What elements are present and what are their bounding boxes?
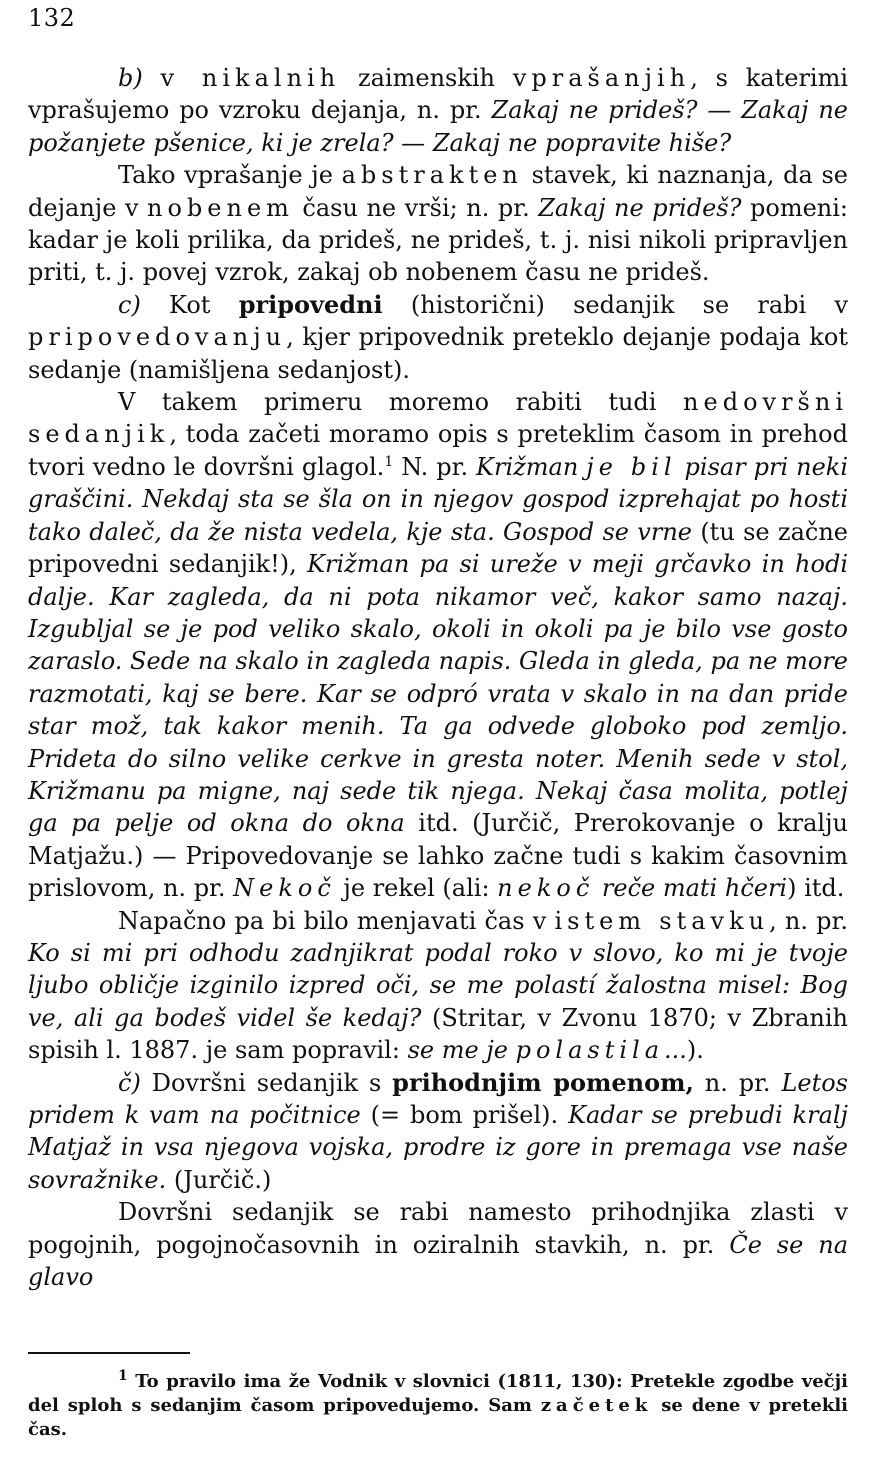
term-nobenem: nobenem — [147, 193, 294, 222]
term-vprasanjih: vprašanjih — [512, 64, 691, 92]
term-v-nikalnih: v nikalnih — [160, 64, 341, 92]
label-b: b) — [118, 64, 143, 92]
footnote-reference[interactable]: 1 — [384, 453, 394, 470]
text-run: (Stritar, v Zvonu 1870; v Zbranih spisih l. 1887. je sam popravil: — [28, 1003, 849, 1065]
example-matjaz: Kadar se prebudi kralj Matjaž in vsa njegova vojska, prodre iz gore in premaga vse naše sovražnike. — [28, 1101, 848, 1194]
paragraph-krizman — [28, 386, 848, 905]
text-run: , n. pr. — [769, 906, 848, 935]
paragraph-cc — [28, 1067, 848, 1197]
text-run: (historični) sedanjik se rabi v — [382, 290, 849, 319]
page-number: 132 — [28, 4, 76, 32]
paragraph-abstrakten — [28, 159, 848, 289]
term-abstrakten: abstrakten — [341, 161, 523, 190]
paragraph-napacno — [28, 905, 848, 1067]
text-run: stavek, ki naznanja, da se dejanje v — [28, 161, 849, 222]
text-run: itd. (Jurčič, Prerokovanje o kralju Matjažu.) — Pripovedovanje se lahko začne tudi s kakim časovnim prislovom, n. pr. — [28, 809, 848, 903]
example-se-me-je: se me je — [407, 1036, 516, 1065]
text-run: Dovršni sedanjik s — [140, 1068, 393, 1097]
example-story-2: Križman pa si ureže v meji grčavko in hodi dalje. Kar zagleda, da ni pota nikamor več, kakor samo nazaj. Izgubljal se je pod veliko skalo, okoli in okoli pa je bilo vse gosto zaraslo. Sede na skalo in zagleda napis. Gleda in gleda, pa ne more razmotati, kaj se bere. Kar se odpró vrata v skalo in na dan pride star mož, tak kakor menih. Ta ga odvede globoko pod zemljo. Prideta do silno velike cerkve in gresta noter. Menih sede v stol, Križmanu pa migne, naj sede tik njega. Nekaj časa molita, potlej ga pa pelje od okna do okna — [28, 550, 848, 838]
text-run: Dovršni sedanjik se rabi namesto prihodnjika zlasti v pogojnih, pogojnočasovnih in oziralnih stavkih, n. pr. — [28, 1198, 848, 1259]
example-je-bil: je bil — [586, 452, 677, 481]
text-run: Kot — [140, 290, 239, 319]
text-run: ) itd. — [787, 874, 845, 903]
example-polastila: polastila — [515, 1036, 665, 1065]
text-run: (tu se začne pripovedni sedanjik!), — [28, 517, 848, 579]
example-nekoc: Nekoč — [233, 874, 336, 903]
example-krizman: Križman — [476, 452, 587, 481]
footnote-mark: 1 — [118, 1368, 128, 1384]
term-prihodnjim-pomenom: prihodnjim pomenom, — [392, 1067, 694, 1097]
term-nedovrsni-sedanjik: nedovršni sedanjik — [28, 388, 848, 449]
label-cc: č) — [118, 1068, 141, 1097]
text-run: , toda začeti moramo opis s preteklim časom in prehod tvori vedno le dovršni glagol. — [28, 420, 848, 481]
text-run: V takem primeru moremo rabiti tudi — [118, 388, 684, 417]
text-run: Napačno pa bi bilo menjavati čas v — [118, 906, 555, 935]
term-pripovedni: pripovedni — [238, 289, 383, 319]
text-run: (= bom prišel). — [360, 1101, 569, 1129]
term-istem-stavku: istem stavku — [554, 906, 770, 935]
example-ellipsis: ... — [664, 1036, 687, 1065]
text-run: pomeni: kadar je koli prilika, da prideš, ne prideš, t. j. nisi nikoli pripravljen priti, t. j. povej vzrok, zakaj ob nobenem času ne prideš. — [28, 193, 848, 287]
paragraph-c — [28, 289, 848, 386]
example-story-1: pisar pri neki graščini. Nekdaj sta se šla on in njegov gospod izprehajat po hosti tako daleč, da že nista vedela, kje sta. Gospod se vrne — [28, 452, 849, 546]
text-run: se dene v pretekli čas. — [28, 1395, 848, 1440]
example-nekoc-2: nekoč — [497, 874, 595, 903]
example-ce-se: Če se na glavo — [28, 1230, 849, 1292]
footnote-rule — [28, 1352, 190, 1354]
example-letos: Letos pridem k vam na počitnice — [28, 1068, 848, 1129]
example-zakaj: Zakaj ne prideš? — Zakaj ne požanjete pšenice, ki je zrela? — Zakaj ne popravite hiše? — [28, 96, 848, 157]
term-zacetek: začetek — [540, 1395, 653, 1416]
term-pripovedovanju: pripovedovanju — [28, 323, 287, 352]
example-prides: Zakaj ne prideš? — [538, 193, 742, 222]
text-run: zaimenskih — [340, 64, 513, 92]
text-run: n. pr. — [693, 1068, 782, 1097]
label-c: c) — [118, 290, 141, 319]
example-mati: reče mati hčeri — [594, 874, 788, 903]
page-body — [28, 62, 848, 1293]
text-run: je rekel (ali: — [335, 874, 498, 903]
footnote — [28, 1370, 848, 1442]
text-run: , kjer pripovednik preteklo dejanje podaja kot sedanje (namišljena sedanjost). — [28, 323, 848, 384]
text-run: To pravilo ima že Vodnik v slovnici (1811, 130): Pretekle zgodbe večji del sploh s sedanjim časom pripovedujemo. Sam — [28, 1371, 848, 1416]
paragraph-dovrsni — [28, 1196, 848, 1293]
text-run: Tako vprašanje je — [118, 161, 342, 190]
paragraph-b — [28, 62, 848, 159]
text-run: N. pr. — [393, 452, 477, 481]
text-run: ). — [686, 1036, 704, 1065]
example-stritar: Ko si mi pri odhodu zadnjikrat podal roko v slovo, ko mi je tvoje ljubo obličje izginilo izpred oči, se me polastí žalostna misel: Bog ve, ali ga bodeš videl še kedaj? — [28, 938, 848, 1032]
text-run: času ne vrši; n. pr. — [293, 193, 539, 222]
text-run: , s katerimi vprašujemo po vzroku dejanja, n. pr. — [28, 64, 849, 125]
text-run: (Jurčič.) — [166, 1165, 272, 1194]
